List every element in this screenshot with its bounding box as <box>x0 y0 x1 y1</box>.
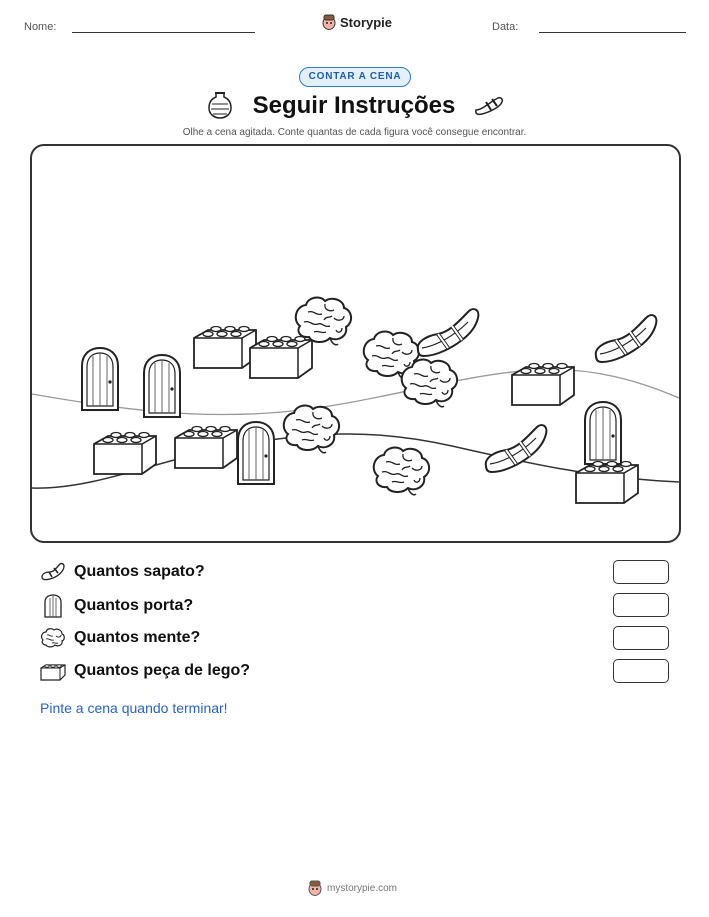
answer-box-door[interactable] <box>613 593 669 617</box>
brand-name: Storypie <box>340 14 393 30</box>
door-icon <box>40 594 66 618</box>
date-field[interactable] <box>539 32 686 33</box>
shoe-icon <box>40 561 66 583</box>
answer-box-brain[interactable] <box>613 626 669 650</box>
lego-brick-icon <box>40 660 66 682</box>
page-title: Seguir Instruções <box>252 92 456 119</box>
coloring-instruction: Pinte a cena quando terminar! <box>40 700 228 716</box>
question-text: Quantos sapato? <box>74 563 205 580</box>
question-text: Quantos porta? <box>74 597 194 614</box>
busy-scene-illustration <box>32 146 679 541</box>
name-label: Nome: <box>24 21 57 33</box>
brain-icon <box>40 627 66 649</box>
date-label: Data: <box>492 21 519 33</box>
question-text: Quantos peça de lego? <box>74 662 251 679</box>
footer <box>308 880 397 896</box>
section-badge: CONTAR A CENA <box>299 67 411 87</box>
storypie-mascot-icon <box>308 880 322 896</box>
question-row-lego <box>40 660 250 682</box>
answer-box-shoe[interactable] <box>613 560 669 584</box>
question-row-door <box>40 594 193 618</box>
footer-website[interactable]: mystorypie.com <box>327 882 398 894</box>
sandal-title-icon <box>473 92 505 118</box>
question-row-brain <box>40 627 200 649</box>
vase-icon <box>207 90 233 120</box>
storypie-mascot-icon <box>322 14 336 30</box>
brand-logo <box>322 14 392 30</box>
question-text: Quantos mente? <box>74 629 201 646</box>
scene-frame <box>30 144 681 543</box>
answer-box-lego[interactable] <box>613 659 669 683</box>
name-field[interactable] <box>72 32 255 33</box>
question-row-shoe <box>40 561 205 583</box>
page-subtitle: Olhe a cena agitada. Conte quantas de cada figura você consegue encontrar. <box>182 127 527 138</box>
